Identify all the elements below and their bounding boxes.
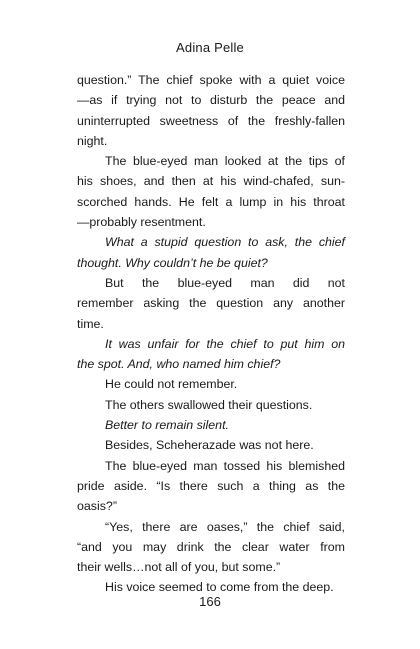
text-line: But the blue-eyed man did not bbox=[105, 275, 345, 290]
text-line: Besides, Scheherazade was not here. bbox=[105, 438, 314, 453]
text-line: scorched hands. He felt a lump in his throat bbox=[77, 194, 345, 209]
text-line: He could not remember. bbox=[105, 377, 238, 392]
text-line: “Yes, there are oases,” the chief said, bbox=[105, 519, 345, 534]
text-line: uninterrupted sweetness of the freshly-fallen bbox=[77, 113, 345, 128]
text-line: The others swallowed their questions. bbox=[105, 397, 313, 412]
body-text bbox=[77, 70, 345, 598]
text-line: question.” The chief spoke with a quiet voice bbox=[77, 73, 345, 87]
text-line: His voice seemed to come from the deep. bbox=[105, 580, 334, 595]
text-line-italic: the spot. And, who named him chief? bbox=[77, 357, 281, 372]
text-line: The blue-eyed man looked at the tips of bbox=[105, 154, 345, 169]
text-line: —as if trying not to disturb the peace and bbox=[77, 93, 345, 108]
running-header-author: Adina Pelle bbox=[176, 40, 244, 55]
text-line: remember asking the question any another bbox=[77, 296, 345, 311]
text-line: The blue-eyed man tossed his blemished bbox=[105, 458, 345, 473]
text-line: night. bbox=[77, 133, 108, 148]
text-line: pride aside. “Is there such a thing as the bbox=[77, 478, 345, 493]
text-line-italic: thought. Why couldn’t he be quiet? bbox=[77, 255, 268, 270]
text-line-italic: It was unfair for the chief to put him on bbox=[105, 336, 345, 351]
text-line: “and you may drink the clear water from bbox=[77, 539, 345, 554]
text-line-italic: Better to remain silent. bbox=[105, 418, 229, 433]
text-line: —probably resentment. bbox=[77, 215, 206, 230]
text-line-italic: What a stupid question to ask, the chief bbox=[105, 235, 345, 250]
text-line: oasis?” bbox=[77, 499, 117, 514]
page-number: 166 bbox=[199, 594, 221, 609]
text-line: his shoes, and then at his wind-chafed, sun- bbox=[77, 174, 345, 189]
text-line: their wells…not all of you, but some.” bbox=[77, 560, 281, 575]
text-line: time. bbox=[77, 316, 104, 331]
